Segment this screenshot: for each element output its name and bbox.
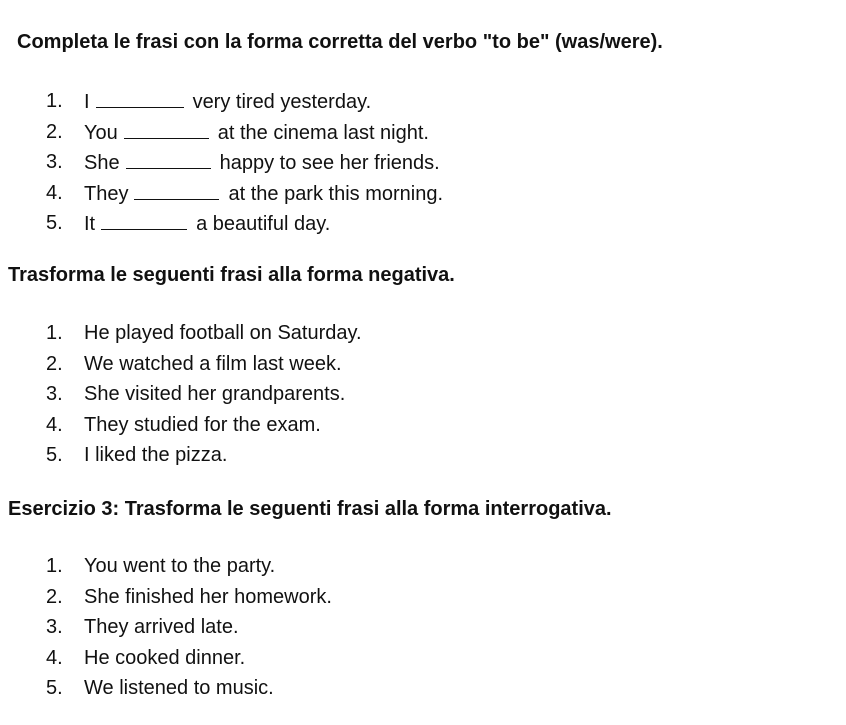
item-sentence: She finished her homework. [84,585,332,608]
item-number: 3. [46,616,63,638]
item-sentence [84,147,440,178]
sentence-subject: They [84,182,129,205]
sentence-rest: at the cinema last night. [217,121,429,144]
item-sentence: We listened to music. [84,677,274,699]
answer-blank [101,208,187,230]
item-number: 4. [46,646,63,669]
exercise-2-title: Trasforma le seguenti frasi alla forma negativa. [8,264,455,286]
item-number: 4. [46,413,63,436]
item-sentence: He played football on Saturday. [84,322,362,344]
answer-blank [134,178,219,200]
item-sentence: They studied for the exam. [84,413,321,436]
item-number: 2. [46,120,63,143]
item-sentence [84,178,443,209]
sentence-subject: It [84,213,96,235]
sentence-subject: I [84,91,90,113]
item-number: 2. [46,585,63,608]
sentence-rest: at the park this morning. [228,182,444,205]
sentence-rest: happy to see her friends. [219,152,440,174]
sentence-subject: You [84,121,118,144]
item-number: 1. [46,322,63,344]
item-sentence [84,117,429,148]
item-sentence: You went to the party. [84,555,276,577]
item-number: 1. [46,555,63,577]
sentence-subject: She [84,152,120,174]
item-sentence: They arrived late. [84,616,239,638]
item-number: 5. [46,677,63,699]
item-number: 2. [46,352,63,375]
sentence-rest: very tired yesterday. [192,91,372,113]
exercise-3-title: Esercizio 3: Trasforma le seguenti frasi alla forma interrogativa. [8,498,612,520]
item-sentence: We watched a film last week. [84,352,342,375]
item-number: 5. [46,444,63,466]
answer-blank [96,86,184,108]
exercise-1-title: Completa le frasi con la forma corretta del verbo "to be" (was/were). [17,31,663,53]
item-sentence [84,208,330,239]
sentence-rest: a beautiful day. [196,213,331,235]
item-number: 3. [46,383,63,405]
answer-blank [124,117,209,139]
item-number: 5. [46,212,63,234]
item-sentence [84,86,371,117]
item-number: 4. [46,181,63,204]
item-sentence: He cooked dinner. [84,646,246,669]
answer-blank [126,147,211,169]
item-sentence: She visited her grandparents. [84,383,346,405]
item-sentence: I liked the pizza. [84,444,228,466]
item-number: 1. [46,90,63,112]
item-number: 3. [46,151,63,173]
